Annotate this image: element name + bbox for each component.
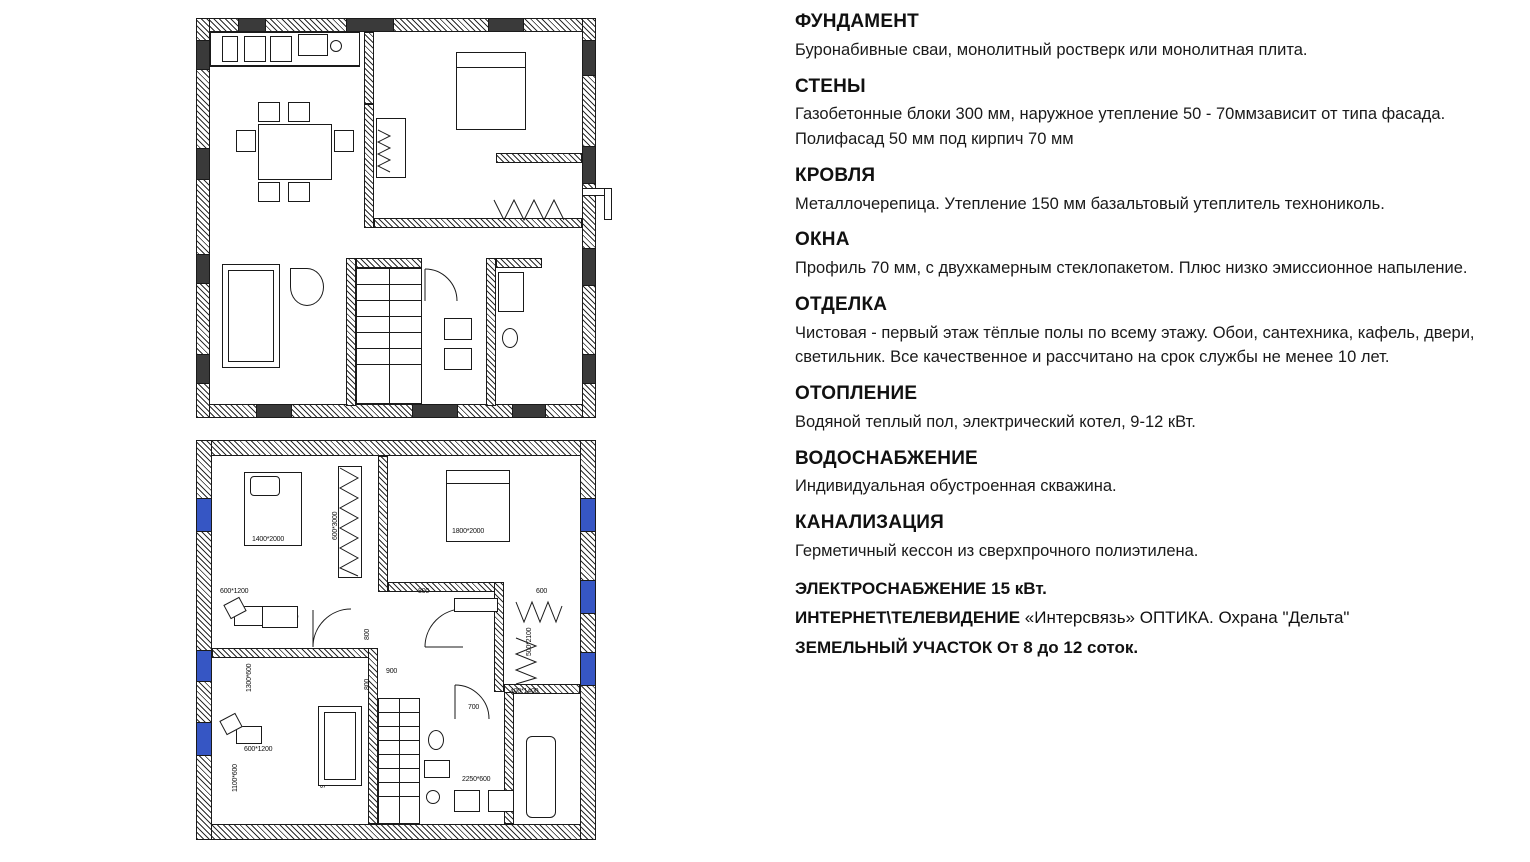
dining-chair — [258, 182, 280, 202]
spec-body: Металлочерепица. Утепление 150 мм базальтовый утеплитель технониколь. — [795, 194, 1385, 213]
spec-section-sewerage — [795, 511, 1515, 564]
dining-table — [258, 124, 332, 180]
dining-chair — [288, 102, 310, 122]
wall-pier — [488, 18, 524, 32]
wardrobe-door-swing — [376, 128, 406, 178]
balcony-edge — [604, 188, 612, 220]
wall-pier — [412, 404, 458, 418]
floor-drain — [426, 790, 440, 804]
spec-value: «Интерсвязь» ОПТИКА. Охрана "Дельта" — [1024, 608, 1350, 627]
spec-heading: КАНАЛИЗАЦИЯ — [795, 512, 944, 533]
washing-machine — [454, 790, 480, 812]
bathtub — [526, 736, 556, 818]
door-swing — [424, 268, 458, 302]
dim-700: 700 — [468, 704, 480, 711]
spec-value: От 8 до 12 соток. — [997, 637, 1139, 657]
exterior-wall-top — [196, 440, 596, 456]
counter-edge — [210, 66, 360, 67]
specifications-panel — [795, 10, 1515, 664]
shelf — [454, 598, 498, 612]
dining-chair — [258, 102, 280, 122]
armchair — [290, 268, 324, 306]
sofa-cushions — [324, 712, 356, 780]
dining-chair — [334, 130, 354, 152]
dim-2250x600: 2250*600 — [462, 776, 491, 783]
dim-1100x600: 1100*600 — [232, 764, 239, 792]
wall-pier — [256, 404, 292, 418]
washbasin — [444, 318, 472, 340]
ground-floor-plan — [196, 18, 596, 418]
window-zigzag — [492, 198, 570, 224]
spec-body: Буронабивные сваи, монолитный ростверк или монолитная плита. — [795, 40, 1308, 59]
spec-body: Герметичный кессон из сверхпрочного полиэтилена. — [795, 541, 1199, 560]
wall-pier — [346, 18, 394, 32]
door-swing — [454, 684, 490, 720]
cabinet — [488, 790, 514, 812]
window-marker — [196, 498, 212, 532]
spec-row-internet-tv — [795, 605, 1515, 631]
dim-1300x600: 1300*600 — [246, 663, 253, 692]
wall-pier — [582, 40, 596, 76]
bed-pillows — [456, 52, 526, 68]
wall-pier — [238, 18, 266, 32]
window-zigzag — [514, 600, 564, 626]
wall-pier — [196, 354, 210, 384]
dining-chair — [288, 182, 310, 202]
dim-500x2100: 500*2100 — [526, 627, 533, 656]
wall-pier — [582, 354, 596, 384]
window-marker — [196, 722, 212, 756]
bed-pillows — [446, 470, 510, 484]
washbasin — [424, 760, 450, 778]
spec-label: ЭЛЕКТРОСНАБЖЕНИЕ — [795, 578, 987, 598]
spec-body: Водяной теплый пол, электрический котел, 9-12 кВт. — [795, 412, 1196, 431]
spec-row-land-plot — [795, 635, 1515, 661]
kitchen-cabinet — [244, 36, 266, 62]
bathtub — [498, 272, 524, 312]
wardrobe-door-swing — [514, 636, 540, 686]
stair-stringer — [389, 268, 390, 404]
dim-900: 900 — [386, 668, 398, 675]
window-marker — [580, 652, 596, 686]
window-marker — [580, 580, 596, 614]
toilet — [502, 328, 518, 348]
interior-wall — [364, 32, 374, 104]
kitchen-hob-burner — [330, 40, 342, 52]
dim-600-d: 600 — [536, 588, 548, 595]
dim-600x1200-c: 600*1200 — [244, 746, 273, 753]
wall-pier — [582, 248, 596, 286]
toilet — [428, 730, 444, 750]
spec-section-water-supply — [795, 447, 1515, 500]
door-swing — [424, 608, 464, 648]
wall-pier — [196, 148, 210, 180]
desk — [236, 726, 262, 744]
spec-section-finishing — [795, 293, 1515, 370]
spec-section-heating — [795, 382, 1515, 435]
spec-body: Индивидуальная обустроенная скважина. — [795, 477, 1117, 496]
spec-section-foundation — [795, 10, 1515, 63]
first-floor-plan — [196, 440, 596, 840]
door-swing — [312, 608, 352, 648]
dim-wardrobe-600x3000: 600*3000 — [332, 511, 339, 540]
spec-heading: КРОВЛЯ — [795, 164, 876, 186]
pillow — [250, 476, 280, 496]
dim-door-800-b: 800 — [364, 628, 371, 640]
spec-label: ЗЕМЕЛЬНЫЙ УЧАСТОК — [795, 637, 993, 657]
sofa-cushions — [228, 270, 274, 362]
window-marker — [196, 650, 212, 682]
kitchen-stove — [222, 36, 238, 62]
wardrobe-door-swing — [338, 466, 362, 578]
spec-row-electricity — [795, 576, 1515, 602]
spec-heading: ВОДОСНАБЖЕНИЕ — [795, 447, 978, 469]
spec-body: Профиль 70 мм, с двухкамерным стеклопакетом. Плюс низко эмиссионное напыление. — [795, 259, 1468, 277]
dim-bed-1400x2000: 1400*2000 — [252, 536, 285, 543]
interior-wall-bath — [486, 258, 496, 406]
interior-wall — [356, 258, 422, 268]
spec-value: 15 кВт. — [991, 578, 1047, 598]
spec-heading: ОТОПЛЕНИЕ — [795, 383, 918, 404]
interior-wall-stairs — [346, 258, 356, 406]
dim-door-800-a: 800 — [418, 588, 430, 595]
interior-wall — [496, 258, 542, 268]
spec-section-roof — [795, 164, 1515, 217]
spec-heading: ОТДЕЛКА — [795, 293, 888, 315]
kitchen-cabinet — [270, 36, 292, 62]
interior-wall — [368, 648, 378, 824]
exterior-wall-bottom — [196, 824, 596, 840]
dim-bed-1800x2000: 1800*2000 — [452, 528, 485, 535]
spec-heading: СТЕНЫ — [795, 75, 866, 97]
dining-chair — [236, 130, 256, 152]
interior-wall — [364, 104, 374, 228]
spec-section-windows — [795, 228, 1515, 281]
spec-body: Чистовая - первый этаж тёплые полы по всему этажу. Обои, сантехника, кафель, двери, светильник. Все качественное и рассчитано на срок службы не менее 10 лет. — [795, 323, 1475, 367]
interior-wall — [212, 648, 378, 658]
wall-pier — [196, 254, 210, 284]
window-marker — [580, 498, 596, 532]
dim-door-800-c: 800 — [364, 678, 371, 690]
interior-wall — [388, 582, 504, 592]
spec-section-walls — [795, 75, 1515, 152]
interior-wall — [378, 456, 388, 592]
wall-pier — [582, 146, 596, 184]
stair-stringer — [399, 698, 400, 824]
kitchen-sink — [298, 34, 328, 56]
spec-heading: ФУНДАМЕНТ — [795, 11, 919, 32]
dim-window-600x1200-a: 600*1200 — [220, 588, 249, 595]
interior-wall — [496, 153, 582, 163]
desk — [262, 606, 298, 628]
spec-label: ИНТЕРНЕТ\ТЕЛЕВИДЕНИЕ — [795, 608, 1021, 627]
wall-pier — [196, 40, 210, 70]
dim-400x1400: 400*1400 — [510, 688, 539, 695]
spec-body: Газобетонные блоки 300 мм, наружное утепление 50 - 70ммзависит от типа фасада. Полифасад 50 мм под кирпич 70 мм — [795, 105, 1446, 148]
spec-heading: ОКНА — [795, 229, 850, 251]
wall-pier — [512, 404, 546, 418]
washing-machine — [444, 348, 472, 370]
